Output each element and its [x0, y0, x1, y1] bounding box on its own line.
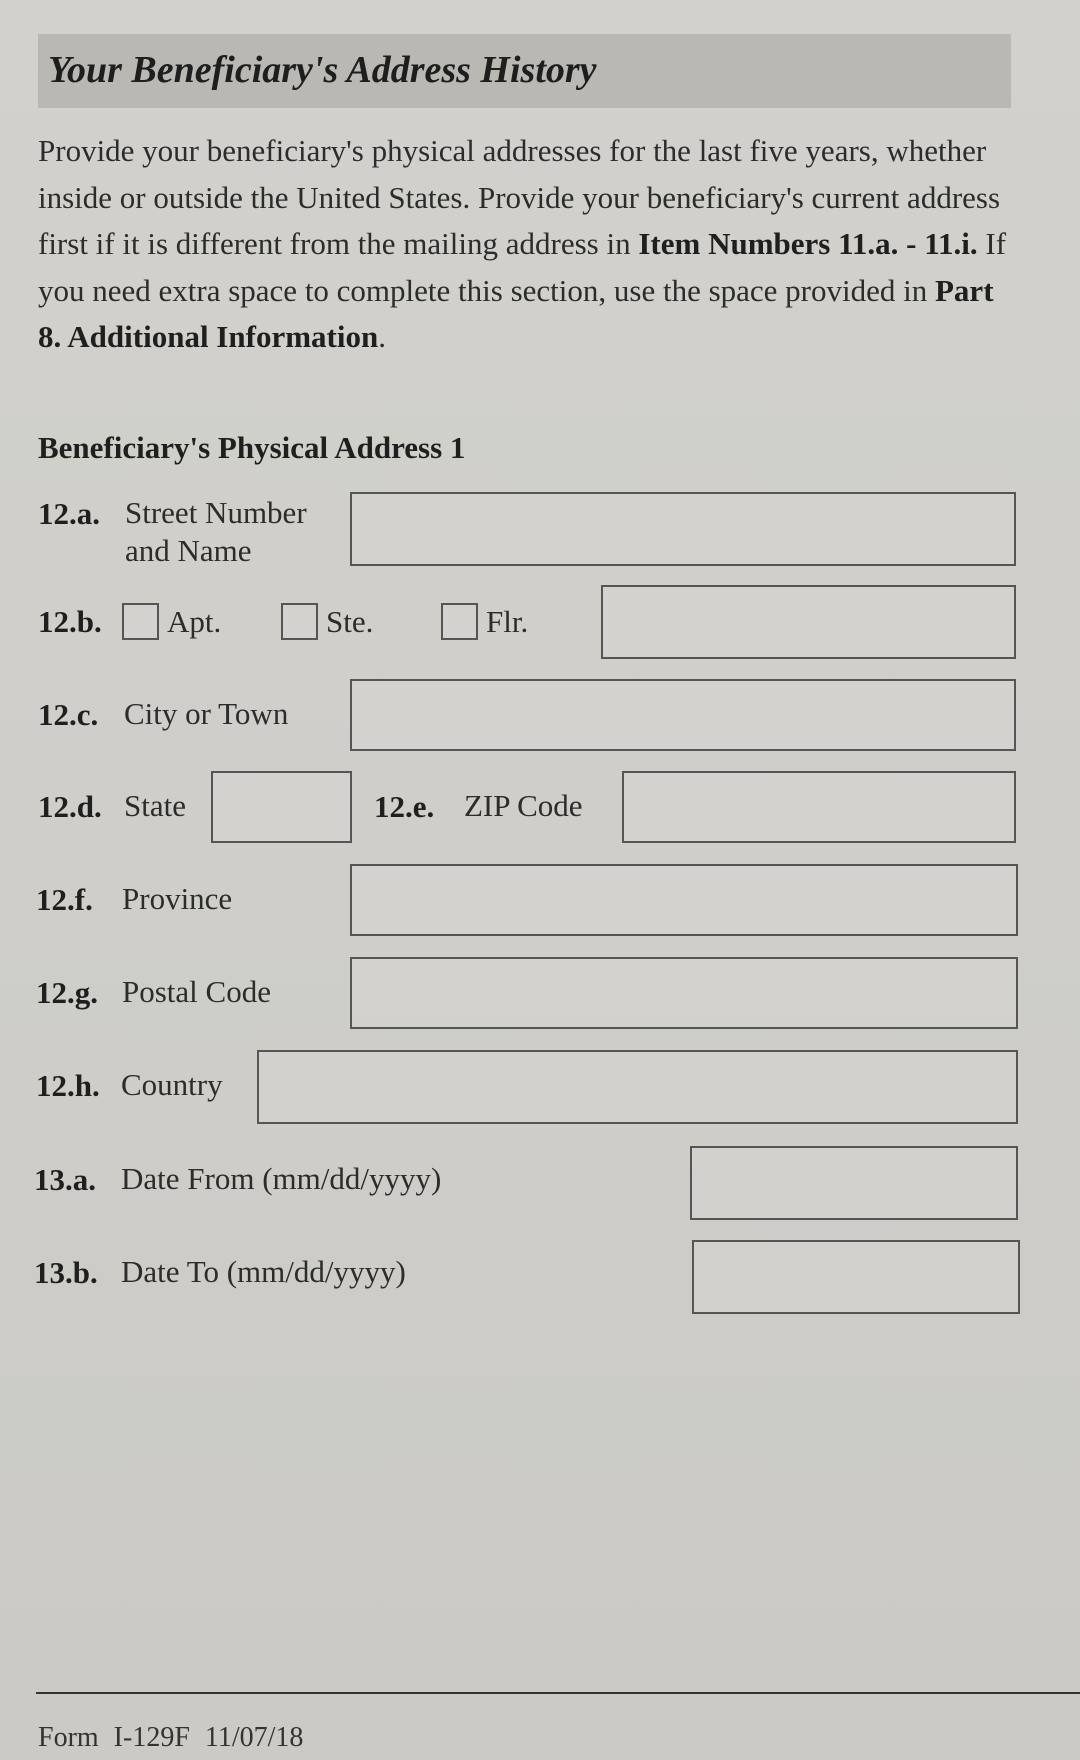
country-input[interactable]: [257, 1050, 1018, 1124]
street-label-line2: and Name: [125, 533, 252, 568]
country-label: Country: [121, 1067, 223, 1102]
item-number-12c: 12.c.: [38, 697, 99, 732]
item-number-12d: 12.d.: [38, 789, 102, 824]
section-title: Your Beneficiary's Address History: [48, 49, 597, 91]
flr-label: Flr.: [486, 603, 529, 639]
date-to-label: Date To (mm/dd/yyyy): [121, 1254, 406, 1289]
address-subheading: Beneficiary's Physical Address 1: [38, 430, 466, 465]
instructions-item-reference: Item Numbers 11.a. - 11.i.: [638, 226, 978, 261]
item-number-13b: 13.b.: [34, 1255, 98, 1290]
state-label: State: [124, 788, 186, 823]
street-number-name-input[interactable]: [350, 492, 1016, 566]
section-header: [38, 34, 1011, 108]
date-from-label: Date From (mm/dd/yyyy): [121, 1161, 442, 1196]
instructions-text-3: .: [378, 319, 386, 354]
date-to-input[interactable]: [692, 1240, 1020, 1314]
ste-option[interactable]: [281, 603, 373, 640]
street-label-line1: Street Number: [125, 495, 307, 530]
postal-code-input[interactable]: [350, 957, 1018, 1029]
apt-label: Apt.: [167, 603, 222, 639]
form-edition-date: 11/07/18: [204, 1722, 304, 1753]
date-from-input[interactable]: [690, 1146, 1018, 1220]
apt-checkbox[interactable]: [122, 603, 159, 640]
state-input[interactable]: [211, 771, 352, 843]
zip-code-input[interactable]: [622, 771, 1016, 843]
item-number-13a: 13.a.: [34, 1162, 96, 1197]
instructions-text-1: Provide your beneficiary's physical addresses for the last five years, whether inside or outside the United States. Provide your beneficiary's current address first if it is different from the mailing address in: [38, 133, 1001, 261]
item-number-12e: 12.e.: [374, 789, 435, 824]
instructions-paragraph: [38, 128, 1018, 361]
item-number-12f: 12.f.: [36, 882, 93, 917]
province-input[interactable]: [350, 864, 1018, 936]
zip-label: ZIP Code: [464, 788, 583, 823]
postal-code-label: Postal Code: [122, 974, 271, 1009]
ste-label: Ste.: [326, 603, 374, 639]
flr-checkbox[interactable]: [441, 603, 478, 640]
city-label: City or Town: [124, 696, 289, 731]
flr-option[interactable]: [441, 603, 528, 640]
form-number: Form I-129F: [38, 1722, 190, 1753]
instructions-text-2: If you need extra space to complete this section, use the space provided in: [38, 226, 1007, 308]
province-label: Province: [122, 881, 233, 916]
item-number-12h: 12.h.: [36, 1068, 100, 1103]
instructions-part-reference: Part 8. Additional Information: [38, 272, 994, 354]
apt-option[interactable]: [122, 603, 221, 640]
item-number-12g: 12.g.: [36, 975, 98, 1010]
city-town-input[interactable]: [350, 679, 1016, 751]
item-number-12b: 12.b.: [38, 604, 102, 639]
unit-number-input[interactable]: [601, 585, 1016, 659]
form-footer: [38, 1722, 303, 1754]
ste-checkbox[interactable]: [281, 603, 318, 640]
footer-divider: [36, 1692, 1080, 1694]
item-number-12a: 12.a.: [38, 496, 100, 531]
